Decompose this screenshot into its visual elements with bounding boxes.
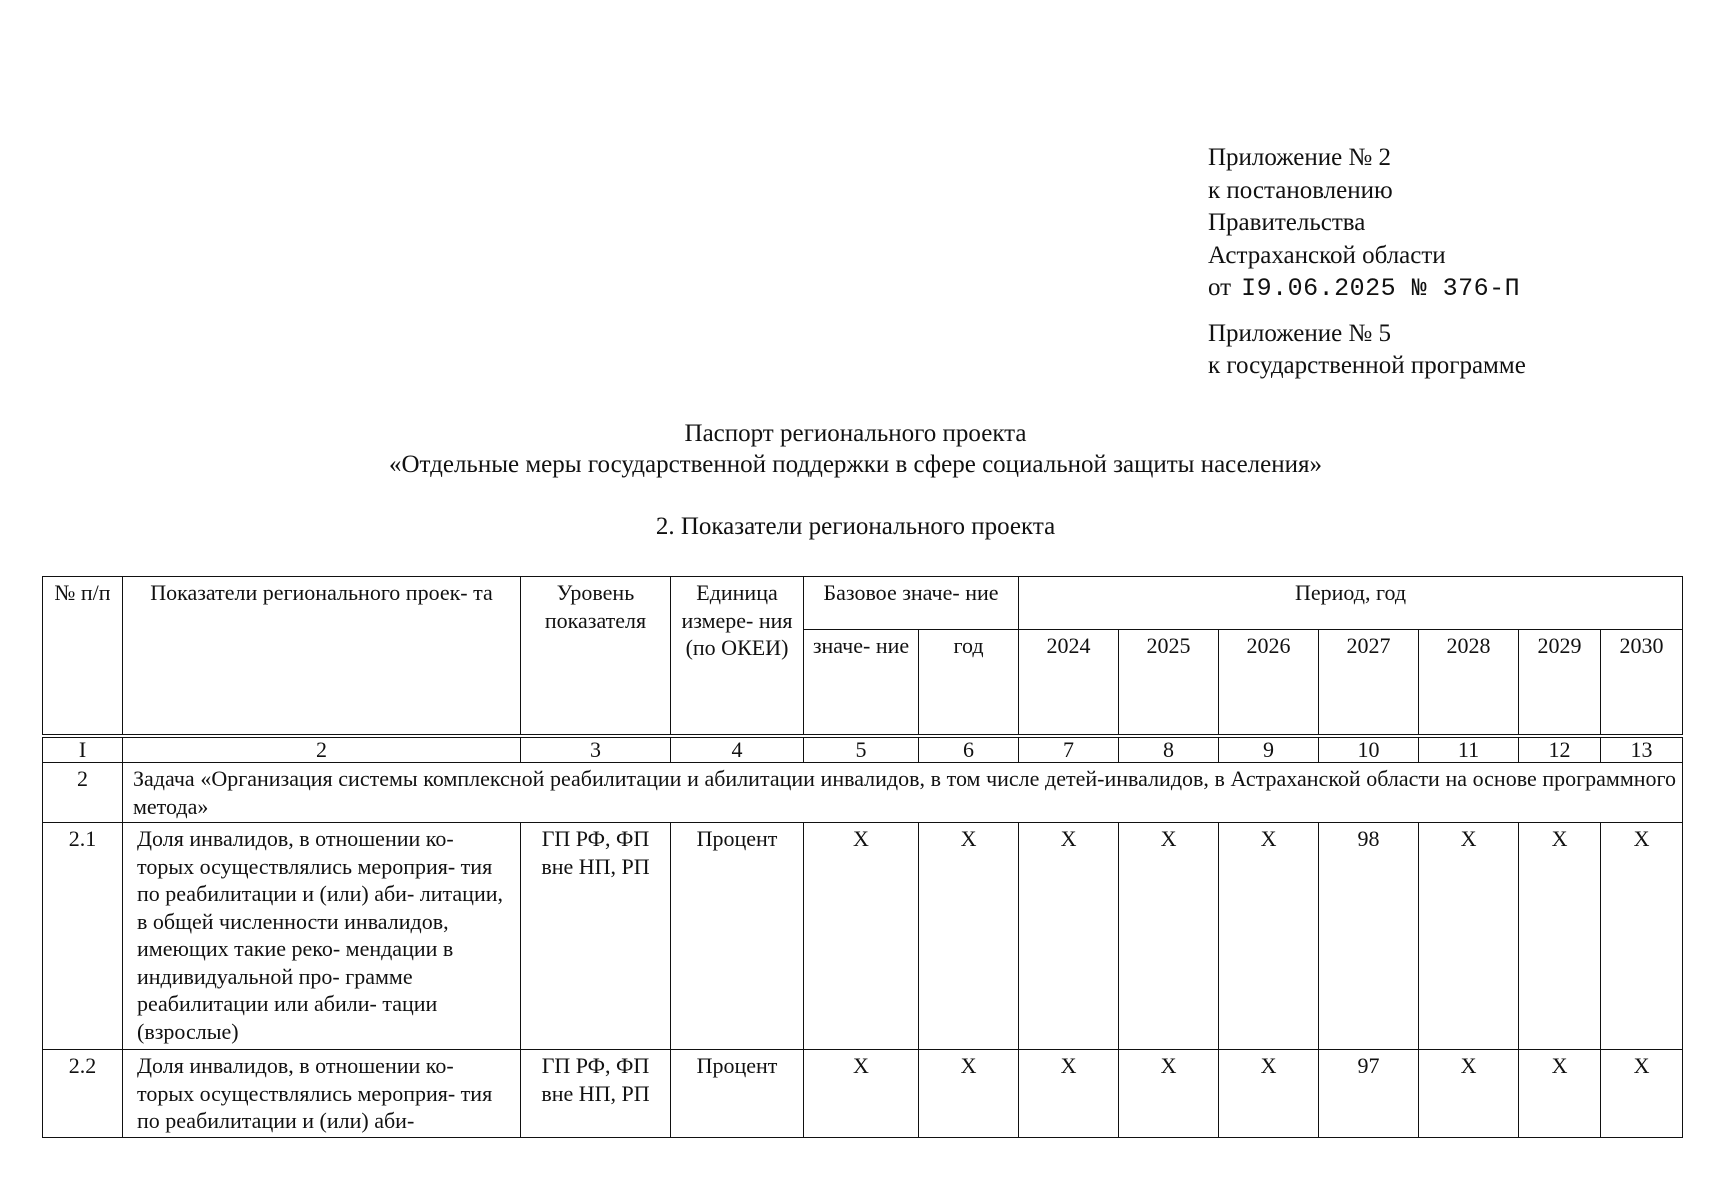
column-number: 8 (1119, 736, 1219, 763)
header-cell-base: Базовое значе- ние (804, 577, 1019, 630)
column-number: 11 (1419, 736, 1519, 763)
table-row (43, 1050, 1683, 1138)
header-cell-year: 2025 (1119, 630, 1219, 737)
indicator-unit: Процент (671, 823, 804, 1050)
year-value-cell: Х (1019, 823, 1119, 1050)
task-row (43, 763, 1683, 823)
header-cell-indicator: Показатели регионального проек- та (123, 577, 521, 737)
header-cell-period: Период, год (1019, 577, 1683, 630)
indicators-table (42, 576, 1683, 1138)
indicator-name: Доля инвалидов, в отношении ко- торых осуществлялись мероприя- тия по реабилитации и (или) аби- литации, в общей численности инвалидов, имеющих такие реко- мендации в индивидуальной про- грамме реабилитации или абили- тации (взрослые) (123, 823, 521, 1050)
year-value-cell: Х (1019, 1050, 1119, 1138)
appendix-line: к государственной программе (1208, 352, 1526, 379)
header-cell-base-year: год (919, 630, 1019, 737)
header-cell-year: 2028 (1419, 630, 1519, 737)
column-number: 13 (1601, 736, 1683, 763)
base-value-cell: Х (804, 823, 919, 1050)
indicator-level: ГП РФ, ФП вне НП, РП (521, 1050, 671, 1138)
appendix-line: к постановлению (1208, 176, 1393, 204)
year-value-cell: Х (1519, 1050, 1601, 1138)
appendix-line: Приложение № 2 (1208, 144, 1392, 171)
column-number: 10 (1319, 736, 1419, 763)
appendix-line: Астраханской области (1208, 241, 1446, 269)
document-title: Паспорт регионального проекта (684, 420, 1027, 447)
year-value-cell: Х (1419, 1050, 1519, 1138)
header-cell-unit: Единица измере- ния (по ОКЕИ) (671, 577, 804, 737)
task-num: 2 (43, 763, 123, 823)
column-number: 7 (1019, 736, 1119, 763)
year-value-cell: Х (1219, 1050, 1319, 1138)
base-year-cell: Х (919, 1050, 1019, 1138)
header-cell-year: 2026 (1219, 630, 1319, 737)
decree-date-number: I9.06.2025 № 376-П (1241, 274, 1521, 303)
header-cell-year: 2030 (1601, 630, 1683, 737)
project-name: «Отдельные меры государственной поддержки в сфере социальной защиты населения» (388, 451, 1323, 478)
column-number: 3 (521, 736, 671, 763)
header-cell-year: 2029 (1519, 630, 1601, 737)
column-number-row (43, 736, 1683, 763)
header-cell-year: 2027 (1319, 630, 1419, 737)
year-value-cell: 97 (1319, 1050, 1419, 1138)
indicator-name: Доля инвалидов, в отношении ко- торых осуществлялись мероприя- тия по реабилитации и (или) аби- (123, 1050, 521, 1138)
column-number: 4 (671, 736, 804, 763)
base-year-cell: Х (919, 823, 1019, 1050)
year-value-cell: Х (1119, 823, 1219, 1050)
indicator-unit: Процент (671, 1050, 804, 1138)
column-number: I (43, 736, 123, 763)
year-value-cell: 98 (1319, 823, 1419, 1050)
column-number: 2 (123, 736, 521, 763)
column-number: 5 (804, 736, 919, 763)
header-cell-base-value: значе- ние (804, 630, 919, 737)
table-row (43, 823, 1683, 1050)
year-value-cell: Х (1419, 823, 1519, 1050)
column-number: 9 (1219, 736, 1319, 763)
decree-date-line (1208, 272, 1526, 306)
column-number: 6 (919, 736, 1019, 763)
header-cell-num: № п/п (43, 577, 123, 737)
column-number: 12 (1519, 736, 1601, 763)
appendix-line: Правительства (1208, 209, 1366, 236)
task-text: Задача «Организация системы комплексной реабилитации и абилитации инвалидов, в том числе детей-инвалидов, в Астраханской области на основе программного метода» (123, 763, 1683, 823)
indicator-level: ГП РФ, ФП вне НП, РП (521, 823, 671, 1050)
row-num: 2.2 (43, 1050, 123, 1138)
header-cell-year: 2024 (1019, 630, 1119, 737)
row-num: 2.1 (43, 823, 123, 1050)
year-value-cell: Х (1519, 823, 1601, 1050)
year-value-cell: Х (1119, 1050, 1219, 1138)
base-value-cell: Х (804, 1050, 919, 1138)
year-value-cell: Х (1601, 1050, 1683, 1138)
appendix-block (1208, 142, 1526, 383)
year-value-cell: Х (1601, 823, 1683, 1050)
header-cell-level: Уровень показателя (521, 577, 671, 737)
section-title: 2. Показатели регионального проекта (655, 513, 1056, 540)
decree-date-prefix: от (1208, 274, 1232, 301)
year-value-cell: Х (1219, 823, 1319, 1050)
appendix-line: Приложение № 5 (1208, 319, 1392, 347)
header-row (43, 577, 1683, 630)
